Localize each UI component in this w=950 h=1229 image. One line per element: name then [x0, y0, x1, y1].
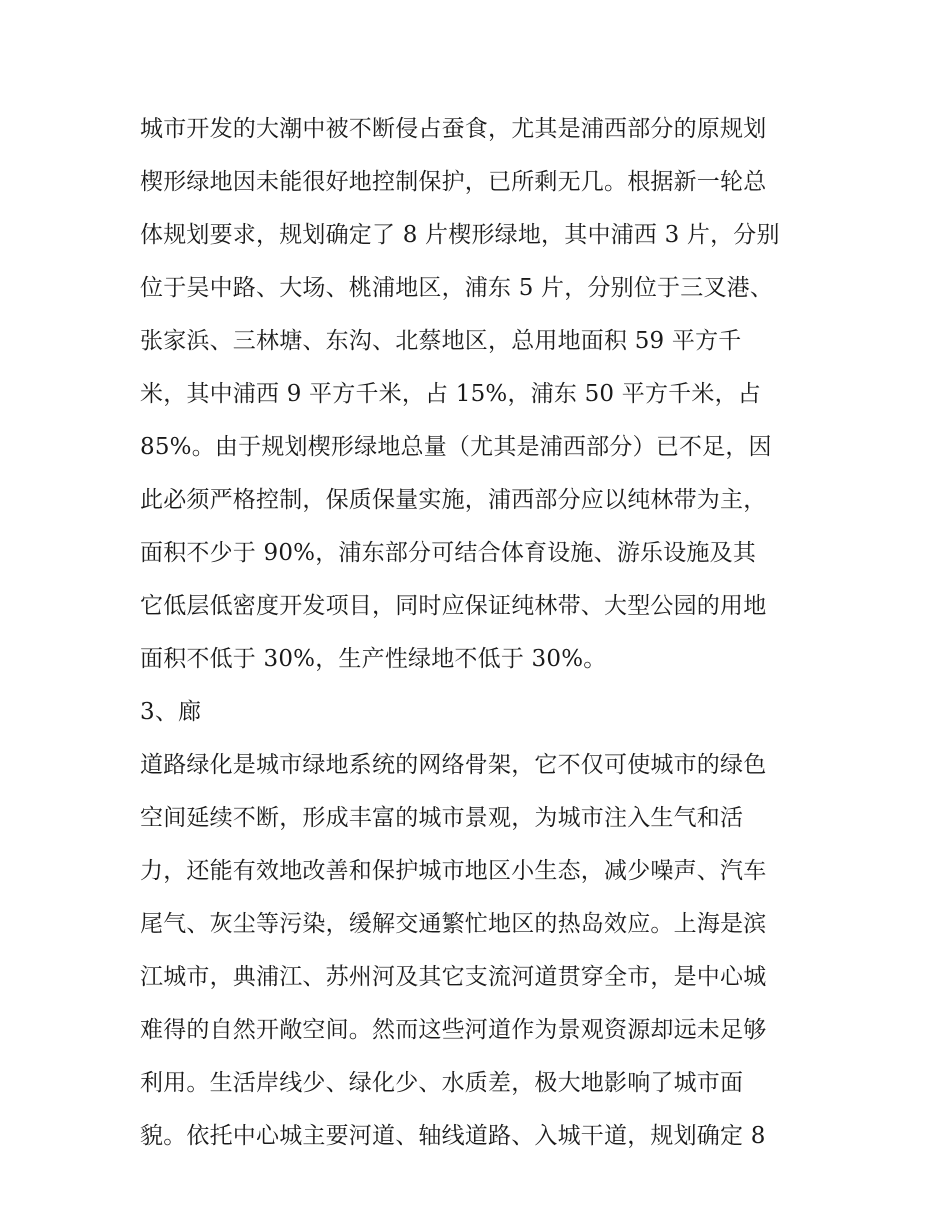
text-line: 尾气、灰尘等污染，缓解交通繁忙地区的热岛效应。上海是滨	[140, 911, 767, 937]
text-line: 城市开发的大潮中被不断侵占蚕食，尤其是浦西部分的原规划	[140, 116, 767, 142]
text-line: 空间延续不断，形成丰富的城市景观，为城市注入生气和活	[140, 805, 744, 831]
text-line: 难得的自然开敞空间。然而这些河道作为景观资源却远未足够	[140, 1017, 767, 1043]
text-line: 它低层低密度开发项目，同时应保证纯林带、大型公园的用地	[140, 593, 767, 619]
text-line: 江城市，典浦江、苏州河及其它支流河道贯穿全市，是中心城	[140, 964, 767, 990]
text-line: 张家浜、三林塘、东沟、北蔡地区，总用地面积 59 平方千	[140, 328, 742, 354]
text-line: 利用。生活岸线少、绿化少、水质差，极大地影响了城市面	[140, 1070, 744, 1096]
section-heading: 3、廊	[140, 699, 202, 725]
text-line: 道路绿化是城市绿地系统的网络骨架，它不仅可使城市的绿色	[140, 752, 767, 778]
text-line: 楔形绿地因未能很好地控制保护，已所剩无几。根据新一轮总	[140, 169, 767, 195]
text-line: 此必须严格控制，保质保量实施，浦西部分应以纯林带为主，	[140, 487, 767, 513]
text-line: 位于吴中路、大场、桃浦地区，浦东 5 片，分别位于三叉港、	[140, 275, 774, 301]
text-line: 力，还能有效地改善和保护城市地区小生态，减少噪声、汽车	[140, 858, 767, 884]
text-line: 面积不少于 90%，浦东部分可结合体育设施、游乐设施及其	[140, 540, 757, 566]
text-line: 体规划要求，规划确定了 8 片楔形绿地，其中浦西 3 片，分别	[140, 222, 780, 248]
text-line: 米，其中浦西 9 平方千米，占 15%，浦东 50 平方千米，占	[140, 381, 761, 407]
text-line: 85%。由于规划楔形绿地总量（尤其是浦西部分）已不足，因	[140, 434, 772, 460]
text-line: 貌。依托中心城主要河道、轴线道路、入城干道，规划确定 8	[140, 1123, 766, 1149]
text-line: 面积不低于 30%，生产性绿地不低于 30%。	[140, 646, 607, 672]
